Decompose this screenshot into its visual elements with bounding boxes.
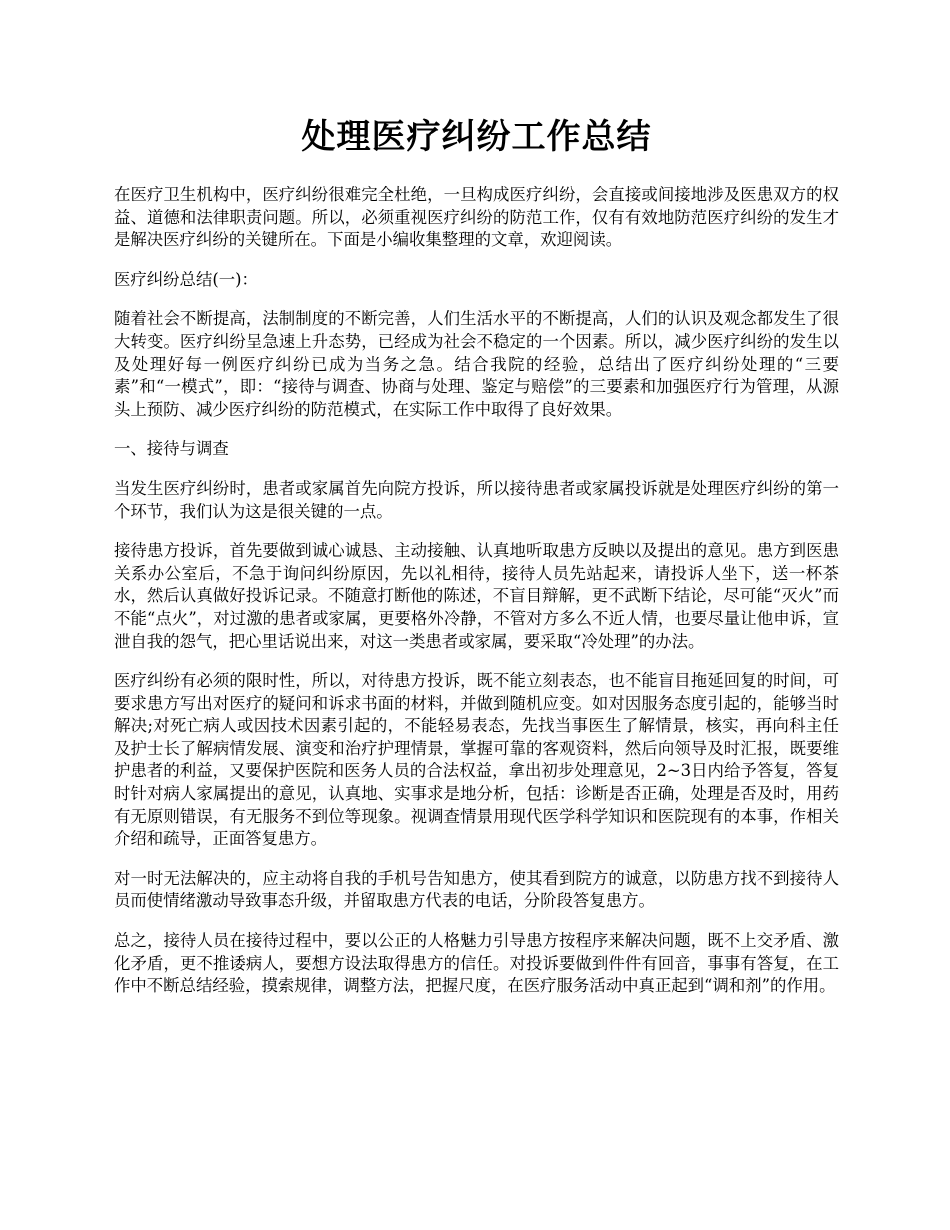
- body-paragraph: 总之，接待人员在接待过程中，要以公正的人格魅力引导患方按程序来解决问题，既不上交矛盾、激化矛盾，更不推诿病人，要想方设法取得患方的信任。对投诉要做到件件有回音，事事有答复，在工作中不断总结经验，摸索规律，调整方法，把握尺度，在医疗服务活动中真正起到“调和剂”的作用。: [114, 931, 839, 996]
- section-heading-reception-investigation: 一、接待与调查: [114, 439, 229, 459]
- section-heading-summary-one: 医疗纠纷总结(一)：: [114, 269, 258, 289]
- intro-paragraph: 在医疗卫生机构中，医疗纠纷很难完全杜绝，一旦构成医疗纠纷，会直接或间接地涉及医患双方的权益、道德和法律职责问题。所以，必须重视医疗纠纷的防范工作，仅有有效地防范医疗纠纷的发生才是解决医疗纠纷的关键所在。下面是小编收集整理的文章，欢迎阅读。: [114, 185, 839, 250]
- document-title: 处理医疗纠纷工作总结: [301, 117, 652, 157]
- body-paragraph: 对一时无法解决的，应主动将自我的手机号告知患方，使其看到院方的诚意，以防患方找不到接待人员而使情绪激动导致事态升级，并留取患方代表的电话，分阶段答复患方。: [114, 868, 839, 911]
- body-paragraph: 随着社会不断提高，法制制度的不断完善，人们生活水平的不断提高，人们的认识及观念都发生了很大转变。医疗纠纷呈急速上升态势，已经成为社会不稳定的一个因素。所以，减少医疗纠纷的发生以及处理好每一例医疗纠纷已成为当务之急。结合我院的经验，总结出了医疗纠纷处理的“三要素”和“一模式”，即：“接待与调查、协商与处理、鉴定与赔偿”的三要素和加强医疗行为管理，从源头上预防、减少医疗纠纷的防范模式，在实际工作中取得了良好效果。: [114, 309, 839, 419]
- body-paragraph: 当发生医疗纠纷时，患者或家属首先向院方投诉，所以接待患者或家属投诉就是处理医疗纠纷的第一个环节，我们认为这是很关键的一点。: [114, 478, 839, 521]
- body-paragraph: 医疗纠纷有必须的限时性，所以，对待患方投诉，既不能立刻表态，也不能盲目拖延回复的时间，可要求患方写出对医疗的疑问和诉求书面的材料，并做到随机应变。如对因服务态度引起的，能够当时解决;对死亡病人或因技术因素引起的，不能轻易表态，先找当事医生了解情景，核实，再向科主任及护士长了解病情发展、演变和治疗护理情景，掌握可靠的客观资料，然后向领导及时汇报，既要维护患者的利益，又要保护医院和医务人员的合法权益，拿出初步处理意见，2~3日内给予答复，答复时针对病人家属提出的意见，认真地、实事求是地分析，包括：诊断是否正确，处理是否及时，用药有无原则错误，有无服务不到位等现象。视调查情景用现代医学科学知识和医院现有的本事，作相关介绍和疏导，正面答复患方。: [114, 671, 839, 849]
- body-paragraph: 接待患方投诉，首先要做到诚心诚恳、主动接触、认真地听取患方反映以及提出的意见。患方到医患关系办公室后，不急于询问纠纷原因，先以礼相待，接待人员先站起来，请投诉人坐下，送一杯茶水，然后认真做好投诉记录。不随意打断他的陈述，不盲目辩解，更不武断下结论，尽可能“灭火”而不能“点火”，对过激的患者或家属，更要格外冷静，不管对方多么不近人情，也要尽量让他申诉，宣泄自我的怨气，把心里话说出来，对这一类患者或家属，要采取“冷处理”的办法。: [114, 541, 839, 651]
